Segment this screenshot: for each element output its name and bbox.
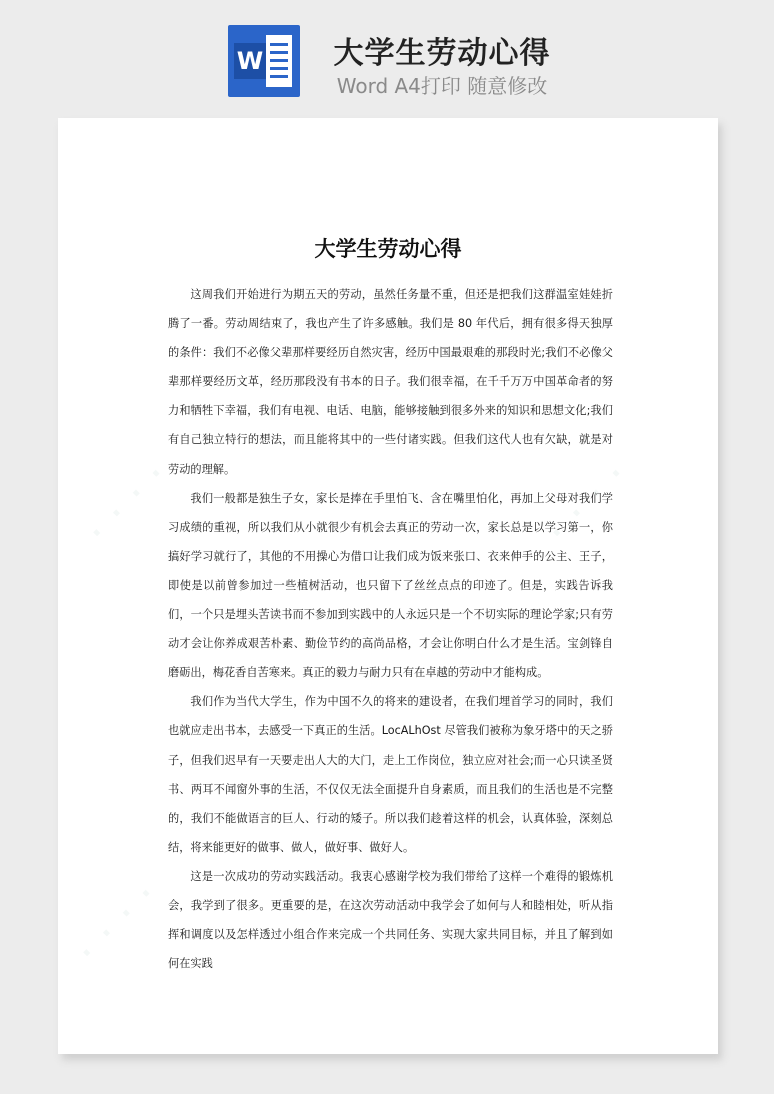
paragraph: 我们一般都是独生子女，家长是捧在手里怕飞、含在嘴里怕化，再加上父母对我们学习成绩的重视，所以我们从小就很少有机会去真正的劳动一次，家长总是以学习第一，你搞好学习就行了，其他的不用操心为借口让我们成为饭来张口、衣来伸手的公主、王子，即使是以前曾参加过一些植树活动，也只留下了丝丝点点的印迹了。但是，实践告诉我们，一个只是埋头苦读书而不参加到实践中的人永远只是一个不切实际的理论学家;只有劳动才会让你养成艰苦朴素、勤俭节约的高尚品格，才会让你明白什么才是生活。宝剑锋自磨砺出，梅花香自苦寒来。真正的毅力与耐力只有在卓越的劳动中才能构成。 <box>168 491 613 680</box>
document-page <box>58 118 718 1054</box>
watermark: · · · · <box>74 450 180 557</box>
paragraph: 这是一次成功的劳动实践活动。我衷心感谢学校为我们带给了这样一个难得的锻炼机会，我学到了很多。更重要的是，在这次劳动活动中我学会了如何与人和睦相处，听从指挥和调度以及怎样透过小组合作来完成一个共同任务、实现大家共同目标，并且了解到如何在实践 <box>168 869 613 971</box>
watermark: · · · · <box>534 450 640 557</box>
word-icon <box>228 25 300 97</box>
header-title: 大学生劳动心得 <box>333 36 551 71</box>
header-subtitle: Word A4打印 随意修改 <box>336 74 548 98</box>
word-icon-letter: W <box>234 43 266 79</box>
document-body <box>168 280 613 978</box>
paragraph: 我们作为当代大学生，作为中国不久的将来的建设者，在我们埋首学习的同时，我们也就应走出书本，去感受一下真正的生活。LocALhOst 尽管我们被称为象牙塔中的天之骄子，但我们迟早有一天要走出人大的大门，走上工作岗位，独立应对社会;而一心只读圣贤书、两耳不闻窗外事的生活，不仅仅无法全面提升自身素质，而且我们的生活也是不完整的，我们不能做语言的巨人、行动的矮子。所以我们趁着这样的机会，认真体验，深刻总结，将来能更好的做事、做人，做好事、做好人。 <box>168 695 613 854</box>
word-icon-page <box>266 35 292 87</box>
document-title: 大学生劳动心得 <box>314 237 462 261</box>
paragraph: 这周我们开始进行为期五天的劳动，虽然任务量不重，但还是把我们这群温室娃娃折腾了一番。劳动周结束了，我也产生了许多感触。我们是 80 年代后，拥有很多得天独厚的条件：我们不必像父辈那样要经历自然灾害，经历中国最艰难的那段时光;我们不必像父辈那样要经历文革，经历那段没有书本的日子。我们很幸福，在千千万万中国革命者的努力和牺牲下幸福，我们有电视、电话、电脑，能够接触到很多外来的知识和思想文化;我们有自己独立特行的想法，而且能将其中的一些付诸实践。但我们这代人也有欠缺，就是对劳动的理解。 <box>168 288 613 476</box>
watermark: · · · · <box>64 870 170 977</box>
header-banner <box>0 0 774 118</box>
